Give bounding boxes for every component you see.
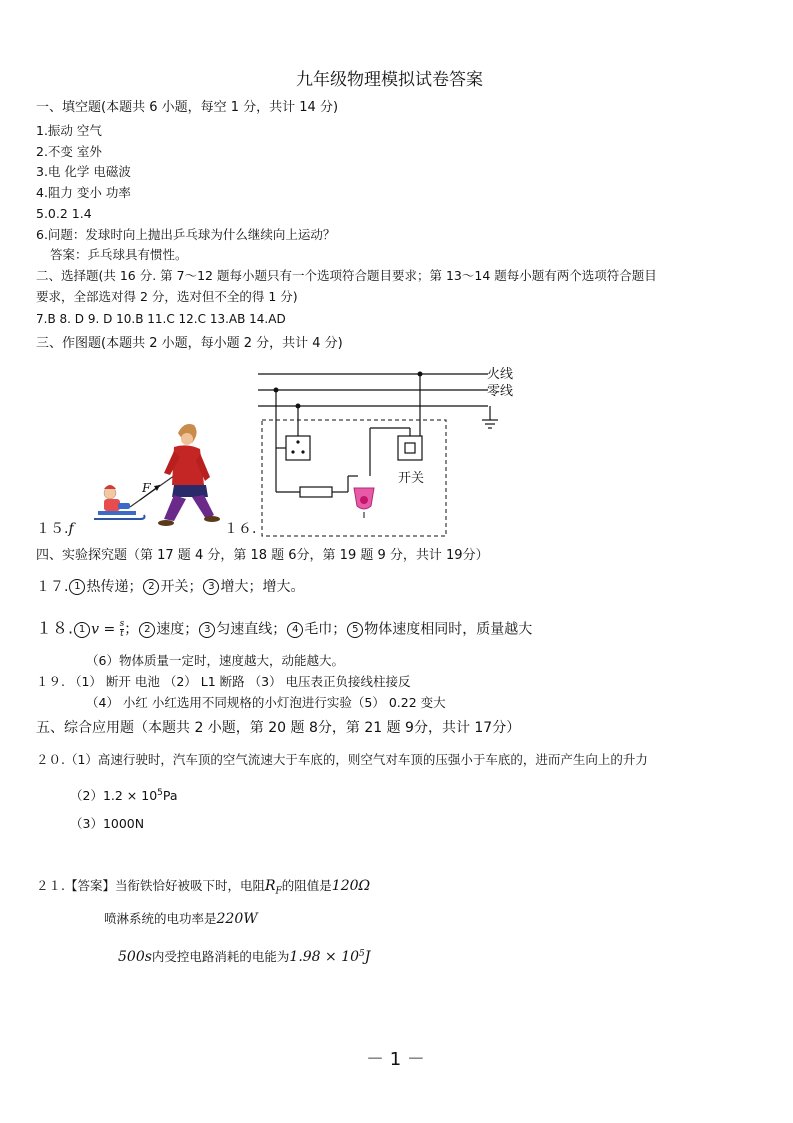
answer-20-part2: $(2)1.2 \times 10^5Pa$	[70, 788, 178, 804]
answer-19-line2: （4） 小红 小红选用不同规格的小灯泡进行实验（5） 0.22 变大	[86, 695, 446, 710]
section2-header-line1: 二、选择题(共 16 分. 第 7～12 题每小题只有一个选项符合题目要求；第 13～14 题每小题有两个选项符合题目	[36, 268, 657, 283]
answer-17: １７. 1 热传递； 2 开关； 3 增大；增大。	[36, 579, 305, 595]
answer-19-line1: １９. （1） 断开 电池 （2） L1 断路 （3） 电压表正负接线柱接反	[36, 674, 411, 689]
answer-5: 5.0.2 1.4	[36, 206, 92, 221]
answer-2: 2.不变 室外	[36, 144, 102, 159]
question-15-label: １５.f	[36, 521, 74, 537]
section3-header: 三、作图题(本题共 2 小题，每小题 2 分，共计 4 分)	[36, 336, 343, 351]
section2-answers: 7.B 8. D 9. D 10.B 11.C 12.C 13.AB 14.AD	[36, 312, 286, 326]
answer-21-line3: 500s内受控电路消耗的电能为$1.98 \times 10^5J$	[118, 949, 371, 966]
answer-4: 4.阻力 变小 功率	[36, 185, 131, 200]
answer-20-part1: ２０.（1）高速行驶时，汽车顶的空气流速大于车底的，则空气对车顶的压强小于车底的，进而产生向上的升力	[36, 752, 648, 767]
section1-header: 一、填空题(本题共 6 小题，每空 1 分，共计 14 分)	[36, 100, 339, 115]
answer-3: 3.电 化学 电磁波	[36, 164, 131, 179]
figure-15-sled-illustration	[60, 415, 230, 530]
figure-16-circuit-diagram	[240, 362, 515, 542]
page-number: － 1 －	[366, 1049, 425, 1070]
switch-label: 开关	[398, 471, 425, 486]
neutral-wire-label: 零线	[487, 384, 514, 399]
page-title: 九年级物理模拟试卷答案	[296, 70, 483, 90]
live-wire-label: 火线	[487, 367, 514, 382]
section2-header-line2: 要求，全部选对得 2 分，选对但不全的得 1 分)	[36, 289, 298, 304]
answer-6-answer: 答案：乒乓球具有惯性。	[50, 247, 188, 262]
section4-header: 四、实验探究题（第 17 题 4 分，第 18 题 6分，第 19 题 9 分，共计 19分）	[36, 548, 489, 563]
answer-21-line2: 喷淋系统的电功率是220W	[104, 911, 258, 927]
force-F-label: F	[142, 480, 151, 495]
answer-20-part3: （3）1000N	[70, 816, 145, 831]
answer-18: １８. 1 v = $\frac{s}{t}$ ； 2 速度； 3 匀速直线； 4 毛巾； 5 物体速度相同时，质量越大	[36, 618, 533, 639]
answer-1: 1.振动 空气	[36, 123, 102, 138]
section5-header: 五、综合应用题（本题共 2 小题，第 20 题 8分，第 21 题 9分，共计 17分）	[36, 720, 521, 736]
answer-21-line1: ２１.【答案】当衔铁恰好被吸下时，电阻$R_F$的阻值是120Ω	[36, 878, 371, 897]
question-16-label: １６.	[224, 521, 257, 537]
answer-6-question: 6.问题：发球时向上抛出乒乓球为什么继续向上运动？	[36, 227, 336, 242]
answer-18-part6: （6）物体质量一定时，速度越大，动能越大。	[86, 653, 344, 668]
